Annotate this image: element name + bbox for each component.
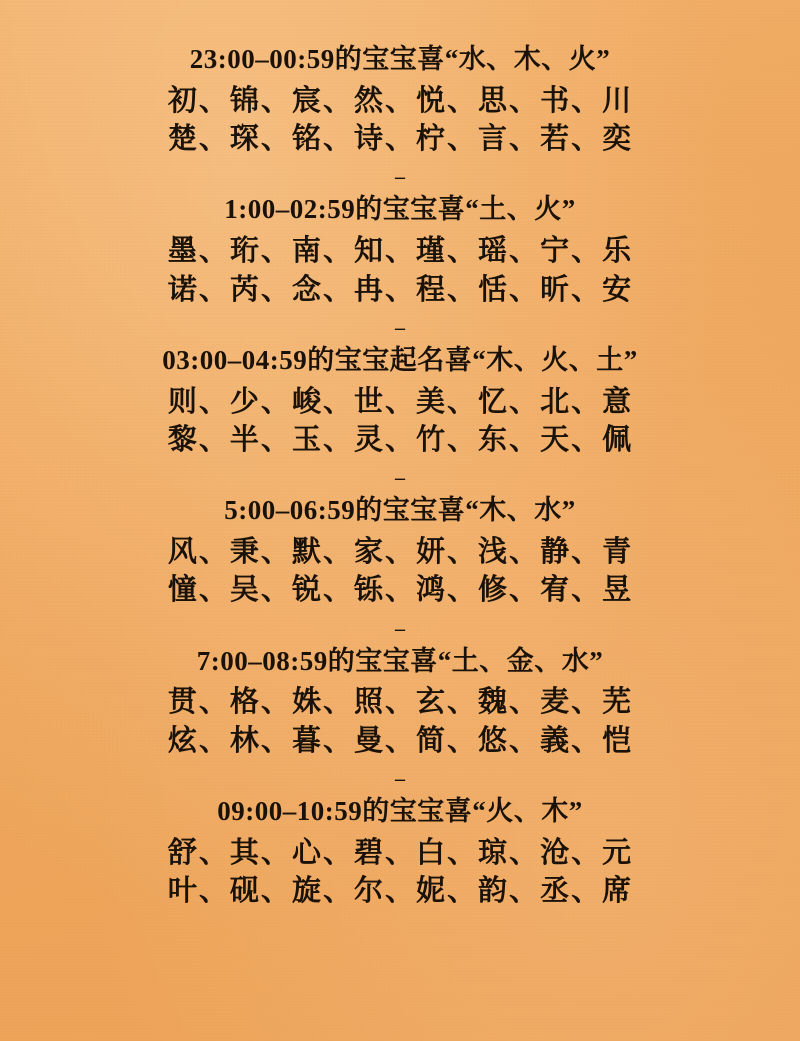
name-character: 憧 (167, 574, 198, 607)
name-character: 铭 (291, 123, 322, 156)
name-character: 黎 (167, 423, 198, 456)
name-character: 瑶 (478, 235, 509, 268)
name-character: 宸 (291, 84, 322, 117)
name-character: 则 (167, 385, 198, 418)
name-row (40, 232, 760, 270)
name-character: 贯 (167, 686, 198, 719)
name-character: 静 (540, 536, 571, 569)
name-separator: 、 (571, 724, 602, 757)
name-separator: 、 (384, 836, 415, 869)
name-separator: 、 (571, 875, 602, 908)
name-character: 丞 (540, 875, 571, 908)
name-separator: 、 (509, 385, 540, 418)
name-character: 玄 (416, 686, 447, 719)
name-separator: 、 (571, 836, 602, 869)
name-separator: 、 (198, 686, 229, 719)
name-character: 席 (602, 875, 633, 908)
name-character: 若 (540, 123, 571, 156)
name-separator: 、 (384, 423, 415, 456)
name-character: 风 (167, 536, 198, 569)
name-character: 家 (353, 536, 384, 569)
name-character: 半 (229, 423, 260, 456)
name-separator: 、 (322, 235, 353, 268)
name-separator: 、 (571, 123, 602, 156)
time-section (40, 44, 760, 158)
time-section (40, 345, 760, 459)
name-separator: 、 (260, 536, 291, 569)
name-character: 念 (291, 273, 322, 306)
name-separator: 、 (198, 836, 229, 869)
name-separator: 、 (509, 84, 540, 117)
name-separator: 、 (571, 273, 602, 306)
name-row (40, 533, 760, 571)
name-row (40, 82, 760, 120)
name-separator: 、 (509, 875, 540, 908)
name-character: 楚 (167, 123, 198, 156)
name-character: 琛 (229, 123, 260, 156)
name-character: 东 (478, 423, 509, 456)
name-separator: 、 (322, 423, 353, 456)
name-character: 峻 (291, 385, 322, 418)
name-character: 恬 (478, 273, 509, 306)
name-character: 恺 (602, 724, 633, 757)
sections-container (40, 44, 760, 910)
name-character: 安 (602, 273, 633, 306)
name-separator: 、 (260, 836, 291, 869)
name-character: 格 (229, 686, 260, 719)
name-character: 心 (291, 836, 322, 869)
name-character: 芮 (229, 273, 260, 306)
name-character: 书 (540, 84, 571, 117)
name-character: 奕 (602, 123, 633, 156)
name-character: 宁 (540, 235, 571, 268)
time-section (40, 495, 760, 609)
name-separator: 、 (447, 273, 478, 306)
name-separator: 、 (509, 536, 540, 569)
name-separator: 、 (198, 235, 229, 268)
name-separator: 、 (384, 273, 415, 306)
name-row (40, 571, 760, 609)
name-separator: 、 (384, 235, 415, 268)
name-separator: 、 (447, 836, 478, 869)
name-separator: 、 (447, 423, 478, 456)
name-separator: 、 (198, 273, 229, 306)
name-separator: 、 (571, 84, 602, 117)
name-separator: 、 (571, 536, 602, 569)
name-character: 铄 (353, 574, 384, 607)
section-title: 23:00–00:59的宝宝喜“水、木、火” (189, 44, 611, 74)
name-separator: 、 (384, 686, 415, 719)
name-character: 琼 (478, 836, 509, 869)
name-character: 其 (229, 836, 260, 869)
section-divider: – (395, 316, 405, 339)
name-character: 韵 (478, 875, 509, 908)
name-character: 诗 (353, 123, 384, 156)
name-separator: 、 (384, 84, 415, 117)
name-separator: 、 (198, 724, 229, 757)
name-separator: 、 (384, 385, 415, 418)
name-separator: 、 (322, 273, 353, 306)
name-character: 乐 (602, 235, 633, 268)
name-character: 世 (353, 385, 384, 418)
section-divider: – (395, 767, 405, 790)
section-divider: – (395, 166, 405, 189)
name-separator: 、 (509, 273, 540, 306)
name-character: 尔 (353, 875, 384, 908)
name-character: 悦 (416, 84, 447, 117)
name-character: 炫 (167, 724, 198, 757)
name-character: 吴 (229, 574, 260, 607)
name-character: 照 (353, 686, 384, 719)
name-character: 忆 (478, 385, 509, 418)
name-character: 魏 (478, 686, 509, 719)
name-row (40, 872, 760, 910)
name-character: 美 (416, 385, 447, 418)
section-title: 7:00–08:59的宝宝喜“土、金、水” (196, 645, 604, 676)
name-separator: 、 (260, 273, 291, 306)
name-character: 悠 (478, 724, 509, 757)
name-row (40, 271, 760, 309)
section-divider: – (395, 467, 405, 490)
name-character: 鸿 (416, 574, 447, 607)
name-separator: 、 (322, 123, 353, 156)
name-character: 言 (478, 123, 509, 156)
name-character: 初 (167, 84, 198, 117)
name-separator: 、 (260, 123, 291, 156)
section-divider: – (395, 617, 405, 640)
name-character: 天 (540, 423, 571, 456)
name-character: 思 (478, 84, 509, 117)
name-separator: 、 (384, 574, 415, 607)
name-separator: 、 (260, 423, 291, 456)
time-section (40, 646, 760, 760)
name-character: 旋 (291, 875, 322, 908)
name-separator: 、 (447, 123, 478, 156)
name-separator: 、 (447, 84, 478, 117)
name-character: 舒 (167, 836, 198, 869)
name-separator: 、 (322, 84, 353, 117)
name-separator: 、 (571, 235, 602, 268)
name-character: 白 (416, 836, 447, 869)
name-character: 義 (540, 724, 571, 757)
name-character: 墨 (167, 235, 198, 268)
name-character: 秉 (229, 536, 260, 569)
name-row (40, 383, 760, 421)
name-row (40, 834, 760, 872)
name-separator: 、 (447, 536, 478, 569)
name-separator: 、 (198, 123, 229, 156)
name-character: 叶 (167, 875, 198, 908)
name-separator: 、 (322, 875, 353, 908)
name-character: 简 (416, 724, 447, 757)
name-row (40, 120, 760, 158)
section-title: 1:00–02:59的宝宝喜“土、火” (224, 194, 576, 225)
name-separator: 、 (260, 84, 291, 117)
name-character: 珩 (229, 235, 260, 268)
name-row (40, 683, 760, 721)
section-title: 09:00–10:59的宝宝喜“火、木” (217, 795, 583, 826)
name-separator: 、 (571, 574, 602, 607)
name-character: 芜 (602, 686, 633, 719)
name-character: 默 (291, 536, 322, 569)
name-separator: 、 (384, 724, 415, 757)
name-separator: 、 (447, 875, 478, 908)
name-character: 诺 (167, 273, 198, 306)
name-character: 少 (229, 385, 260, 418)
name-separator: 、 (509, 574, 540, 607)
name-character: 碧 (353, 836, 384, 869)
time-section (40, 796, 760, 910)
name-separator: 、 (198, 423, 229, 456)
name-separator: 、 (509, 423, 540, 456)
name-character: 曼 (353, 724, 384, 757)
name-separator: 、 (322, 536, 353, 569)
name-character: 妍 (416, 536, 447, 569)
name-character: 冉 (353, 273, 384, 306)
name-character: 灵 (353, 423, 384, 456)
name-character: 青 (602, 536, 633, 569)
name-separator: 、 (447, 235, 478, 268)
name-separator: 、 (509, 836, 540, 869)
name-character: 浅 (478, 536, 509, 569)
name-character: 北 (540, 385, 571, 418)
section-title: 03:00–04:59的宝宝起名喜“木、火、土” (162, 344, 638, 375)
name-separator: 、 (198, 385, 229, 418)
name-separator: 、 (509, 724, 540, 757)
name-separator: 、 (260, 875, 291, 908)
name-separator: 、 (509, 235, 540, 268)
name-character: 南 (291, 235, 322, 268)
name-character: 川 (602, 84, 633, 117)
name-separator: 、 (384, 536, 415, 569)
name-row (40, 421, 760, 459)
name-separator: 、 (447, 686, 478, 719)
name-character: 暮 (291, 724, 322, 757)
name-separator: 、 (322, 836, 353, 869)
name-separator: 、 (447, 724, 478, 757)
name-character: 柠 (416, 123, 447, 156)
name-separator: 、 (322, 686, 353, 719)
name-character: 锐 (291, 574, 322, 607)
name-separator: 、 (571, 423, 602, 456)
name-character: 姝 (291, 686, 322, 719)
name-character: 砚 (229, 875, 260, 908)
name-row (40, 722, 760, 760)
name-character: 锦 (229, 84, 260, 117)
name-separator: 、 (322, 385, 353, 418)
name-separator: 、 (384, 875, 415, 908)
name-separator: 、 (571, 686, 602, 719)
name-character: 林 (229, 724, 260, 757)
name-character: 昱 (602, 574, 633, 607)
name-separator: 、 (198, 574, 229, 607)
time-section (40, 194, 760, 308)
name-separator: 、 (509, 123, 540, 156)
name-character: 玉 (291, 423, 322, 456)
name-character: 宥 (540, 574, 571, 607)
name-character: 元 (602, 836, 633, 869)
name-character: 然 (353, 84, 384, 117)
name-separator: 、 (447, 385, 478, 418)
name-character: 瑾 (416, 235, 447, 268)
name-separator: 、 (260, 686, 291, 719)
name-separator: 、 (384, 123, 415, 156)
name-character: 妮 (416, 875, 447, 908)
name-separator: 、 (571, 385, 602, 418)
name-character: 佩 (602, 423, 633, 456)
name-character: 意 (602, 385, 633, 418)
name-separator: 、 (260, 574, 291, 607)
name-character: 竹 (416, 423, 447, 456)
name-separator: 、 (198, 536, 229, 569)
name-separator: 、 (322, 574, 353, 607)
name-separator: 、 (260, 235, 291, 268)
name-character: 昕 (540, 273, 571, 306)
name-separator: 、 (260, 385, 291, 418)
name-separator: 、 (322, 724, 353, 757)
section-title: 5:00–06:59的宝宝喜“木、水” (224, 495, 576, 526)
name-character: 修 (478, 574, 509, 607)
name-character: 沧 (540, 836, 571, 869)
name-character: 知 (353, 235, 384, 268)
name-character: 麦 (540, 686, 571, 719)
name-separator: 、 (198, 84, 229, 117)
name-separator: 、 (447, 574, 478, 607)
name-separator: 、 (198, 875, 229, 908)
name-separator: 、 (260, 724, 291, 757)
name-character: 程 (416, 273, 447, 306)
name-separator: 、 (509, 686, 540, 719)
